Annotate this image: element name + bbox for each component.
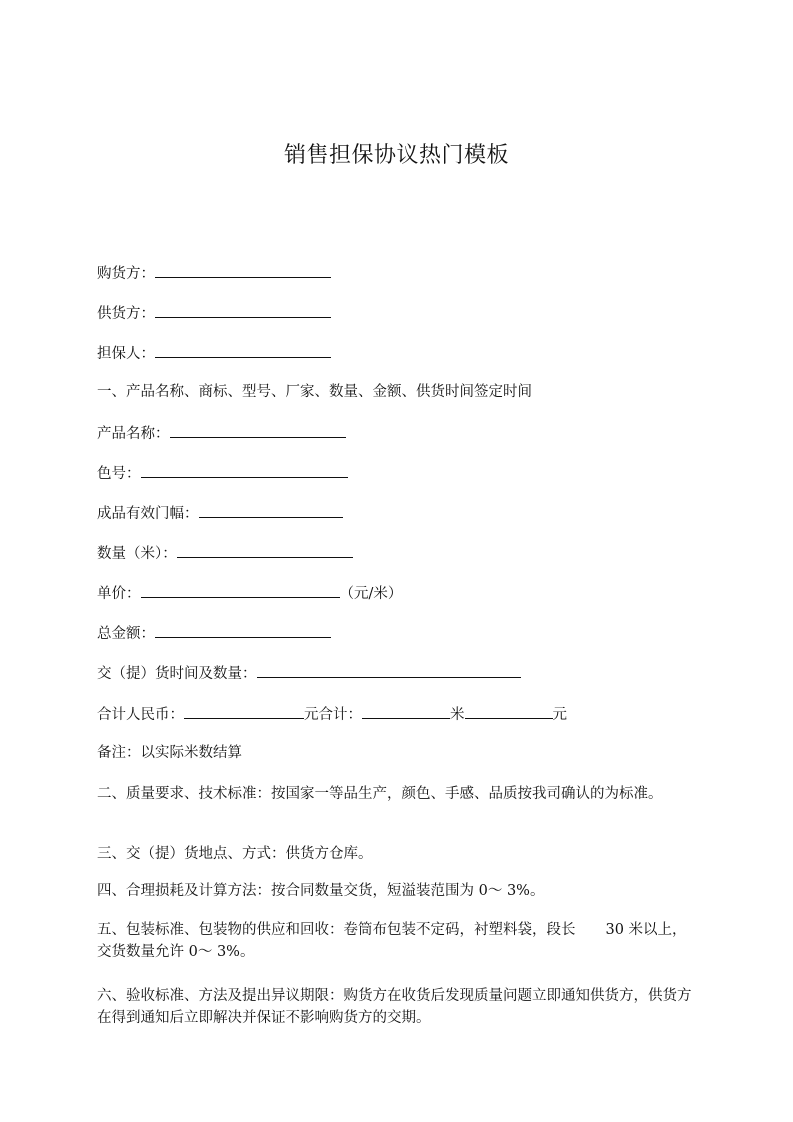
supplier-label: 供货方： bbox=[97, 306, 155, 322]
document-title: 销售担保协议热门模板 bbox=[283, 143, 509, 168]
quantity-label: 数量（米）： bbox=[97, 546, 177, 562]
section3-text: 三、交（提）货地点、方式：供货方仓库。 bbox=[97, 846, 373, 862]
yuan-total-label: 元合计： bbox=[304, 707, 362, 723]
delivery-time-label: 交（提）货时间及数量： bbox=[97, 666, 257, 682]
rmb-total-field bbox=[97, 702, 567, 724]
section1-heading: 一、产品名称、商标、型号、厂家、数量、金额、供货时间签定时间 bbox=[97, 384, 532, 400]
product-name-label: 产品名称： bbox=[97, 426, 170, 442]
buyer-label: 购货方： bbox=[97, 266, 155, 282]
color-no-label: 色号： bbox=[97, 466, 141, 482]
color-no-blank[interactable] bbox=[141, 461, 348, 478]
total-label: 总金额： bbox=[97, 626, 155, 642]
section5-part2: 30 米以上，交货数量允许 0～ 3%。 bbox=[97, 922, 687, 960]
unit-price-field bbox=[97, 581, 402, 603]
rmb-total-label: 合计人民币： bbox=[97, 707, 184, 723]
quantity-field bbox=[97, 541, 353, 563]
delivery-time-blank[interactable] bbox=[257, 661, 521, 678]
section5-part1: 五、包装标准、包装物的供应和回收：卷筒布包装不定码，衬塑料袋，段长 bbox=[97, 922, 576, 938]
guarantor-field bbox=[97, 341, 331, 363]
total-blank[interactable] bbox=[155, 621, 331, 638]
width-field bbox=[97, 501, 343, 523]
section2-text: 二、质量要求、技术标准：按国家一等品生产，颜色、手感、品质按我司确认的为标准。 bbox=[97, 786, 663, 802]
supplier-blank[interactable] bbox=[155, 301, 331, 318]
unit-price-blank[interactable] bbox=[141, 581, 340, 598]
section6-text: 六、验收标准、方法及提出异议期限：购货方在收货后发现质量问题立即通知供货方，供货方在得到通知后立即解决并保证不影响购货方的交期。 bbox=[97, 988, 692, 1026]
section5-text bbox=[97, 919, 699, 963]
supplier-field bbox=[97, 301, 331, 323]
rmb-total-blank[interactable] bbox=[184, 702, 304, 719]
unit-price-label: 单价： bbox=[97, 586, 141, 602]
total-field bbox=[97, 621, 331, 643]
note-text: 备注：以实际米数结算 bbox=[97, 745, 242, 761]
buyer-field bbox=[97, 261, 331, 283]
guarantor-blank[interactable] bbox=[155, 341, 331, 358]
buyer-blank[interactable] bbox=[155, 261, 331, 278]
width-blank[interactable] bbox=[199, 501, 343, 518]
guarantor-label: 担保人： bbox=[97, 346, 155, 362]
color-no-field bbox=[97, 461, 348, 483]
yuan-amount-blank[interactable] bbox=[465, 702, 553, 719]
quantity-blank[interactable] bbox=[177, 541, 353, 558]
section4-text: 四、合理损耗及计算方法：按合同数量交货，短溢装范围为 0～ 3%。 bbox=[97, 883, 545, 899]
width-label: 成品有效门幅： bbox=[97, 506, 199, 522]
meter-unit-label: 米 bbox=[450, 707, 465, 723]
delivery-time-field bbox=[97, 661, 521, 683]
meter-total-blank[interactable] bbox=[362, 702, 450, 719]
product-name-blank[interactable] bbox=[170, 421, 346, 438]
product-name-field bbox=[97, 421, 346, 443]
unit-price-suffix: （元/米） bbox=[339, 586, 403, 602]
yuan-unit-label: 元 bbox=[552, 707, 567, 723]
